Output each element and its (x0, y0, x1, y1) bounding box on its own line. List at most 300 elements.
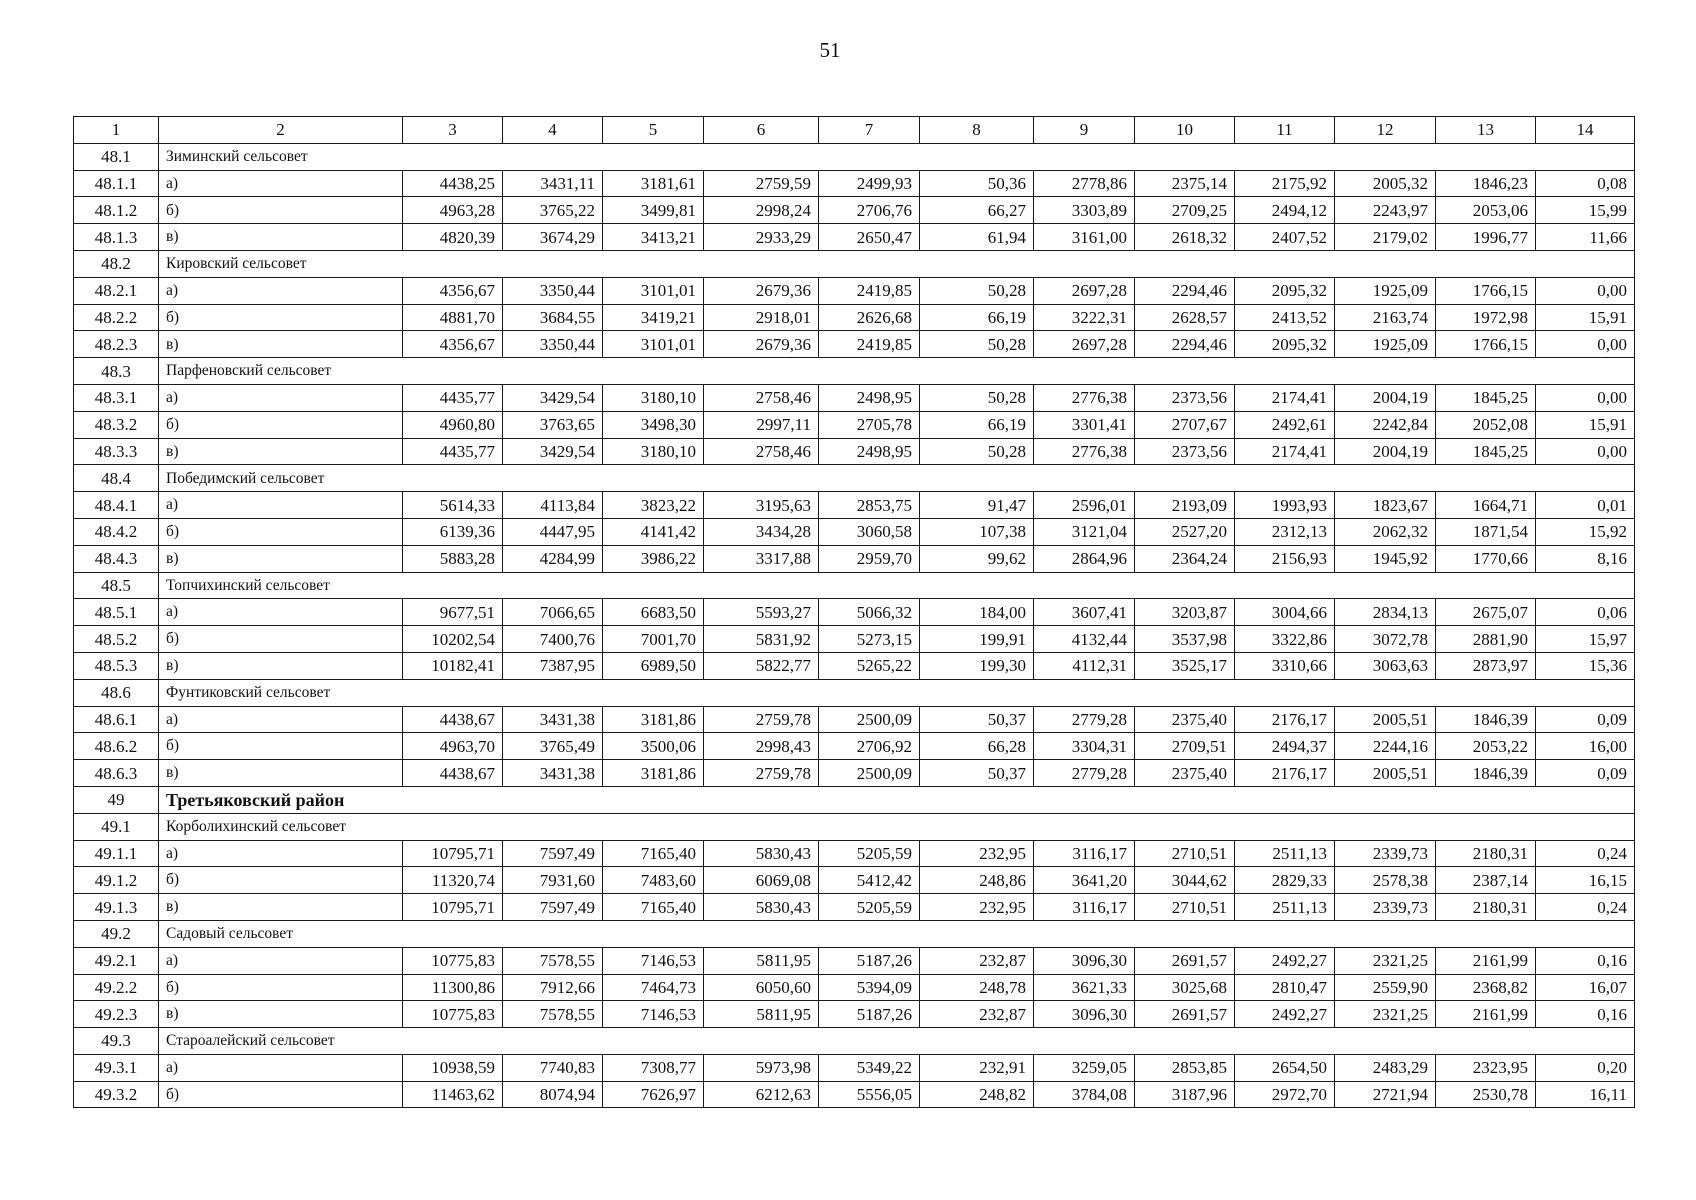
table-cell: 3350,44 (503, 277, 603, 304)
table-cell: 2511,13 (1235, 840, 1335, 867)
table-cell: 7483,60 (603, 867, 704, 894)
table-cell: 7146,53 (603, 1001, 704, 1028)
table-cell: 2853,75 (819, 492, 920, 519)
row-code: 48.4 (74, 465, 159, 492)
table-cell: 50,37 (920, 760, 1034, 787)
table-cell: 2375,14 (1135, 170, 1235, 197)
table-cell: 2242,84 (1335, 411, 1436, 438)
table-cell: 1871,54 (1436, 518, 1536, 545)
table-cell: 3763,65 (503, 411, 603, 438)
table-cell: 7626,97 (603, 1081, 704, 1108)
table-cell: 3350,44 (503, 331, 603, 358)
table-cell: 8,16 (1536, 545, 1635, 572)
table-cell: 2707,67 (1135, 411, 1235, 438)
table-cell: 2062,32 (1335, 518, 1436, 545)
table-cell: 3674,29 (503, 224, 603, 251)
table-cell: 3621,33 (1034, 974, 1135, 1001)
table-cell: 2972,70 (1235, 1081, 1335, 1108)
table-cell: 2321,25 (1335, 1001, 1436, 1028)
table-cell: 1925,09 (1335, 331, 1436, 358)
table-cell: 2706,92 (819, 733, 920, 760)
table-cell: 50,28 (920, 277, 1034, 304)
table-cell: 2697,28 (1034, 277, 1135, 304)
table-cell: 15,97 (1536, 626, 1635, 653)
table-cell: 2419,85 (819, 331, 920, 358)
table-cell: 16,15 (1536, 867, 1635, 894)
table-cell: 3500,06 (603, 733, 704, 760)
table-cell: 66,19 (920, 411, 1034, 438)
table-cell: 0,24 (1536, 894, 1635, 921)
table-cell: 15,91 (1536, 304, 1635, 331)
table-cell: 5811,95 (704, 947, 819, 974)
table-cell: 2176,17 (1235, 760, 1335, 787)
row-code: 48.6.3 (74, 760, 159, 787)
table-cell: 7400,76 (503, 626, 603, 653)
table-cell: 184,00 (920, 599, 1034, 626)
table-cell: 2095,32 (1235, 277, 1335, 304)
table-cell: 2174,41 (1235, 438, 1335, 465)
table-cell: 0,01 (1536, 492, 1635, 519)
table-cell: 4435,77 (403, 438, 503, 465)
table-cell: 3525,17 (1135, 652, 1235, 679)
table-cell: 16,00 (1536, 733, 1635, 760)
table-cell: 2721,94 (1335, 1081, 1436, 1108)
table-cell: 0,00 (1536, 438, 1635, 465)
table-cell: 3096,30 (1034, 1001, 1135, 1028)
row-code: 48.6.2 (74, 733, 159, 760)
table-cell: 2853,85 (1135, 1054, 1235, 1081)
row-code: 48.3.1 (74, 384, 159, 411)
table-cell: 5593,27 (704, 599, 819, 626)
column-header: 11 (1235, 117, 1335, 144)
table-cell: 2244,16 (1335, 733, 1436, 760)
table-cell: 2413,52 (1235, 304, 1335, 331)
table-cell: 0,16 (1536, 1001, 1635, 1028)
table-cell: 3310,66 (1235, 652, 1335, 679)
table-cell: 2679,36 (704, 331, 819, 358)
table-cell: 11300,86 (403, 974, 503, 1001)
table-cell: 4820,39 (403, 224, 503, 251)
table-cell: 2759,78 (704, 706, 819, 733)
table-cell: 5066,32 (819, 599, 920, 626)
table-cell: 2321,25 (1335, 947, 1436, 974)
table-cell: 232,95 (920, 894, 1034, 921)
row-label: в) (159, 652, 403, 679)
section-row (74, 465, 1635, 492)
table-cell: 1770,66 (1436, 545, 1536, 572)
table-row (74, 438, 1635, 465)
row-code: 48.5.2 (74, 626, 159, 653)
table-cell: 3222,31 (1034, 304, 1135, 331)
table-cell: 3161,00 (1034, 224, 1135, 251)
table-cell: 0,00 (1536, 384, 1635, 411)
table-cell: 3765,49 (503, 733, 603, 760)
table-cell: 4881,70 (403, 304, 503, 331)
table-cell: 3641,20 (1034, 867, 1135, 894)
table-cell: 2005,51 (1335, 706, 1436, 733)
table-cell: 2776,38 (1034, 384, 1135, 411)
table-cell: 2709,51 (1135, 733, 1235, 760)
table-cell: 2810,47 (1235, 974, 1335, 1001)
table-cell: 10182,41 (403, 652, 503, 679)
table-row (74, 947, 1635, 974)
row-label: а) (159, 492, 403, 519)
table-cell: 66,28 (920, 733, 1034, 760)
table-cell: 248,78 (920, 974, 1034, 1001)
table-cell: 2052,08 (1436, 411, 1536, 438)
row-code: 49.3.1 (74, 1054, 159, 1081)
table-row (74, 652, 1635, 679)
table-cell: 66,19 (920, 304, 1034, 331)
table-cell: 1846,23 (1436, 170, 1536, 197)
table-cell: 2626,68 (819, 304, 920, 331)
table-cell: 15,36 (1536, 652, 1635, 679)
table-cell: 2161,99 (1436, 1001, 1536, 1028)
section-name: Победимский сельсовет (159, 465, 1635, 492)
table-cell: 2494,37 (1235, 733, 1335, 760)
table-cell: 4356,67 (403, 277, 503, 304)
table-cell: 2578,38 (1335, 867, 1436, 894)
column-header: 10 (1135, 117, 1235, 144)
table-cell: 5187,26 (819, 947, 920, 974)
table-cell: 1845,25 (1436, 438, 1536, 465)
row-code: 49.1 (74, 813, 159, 840)
table-cell: 15,91 (1536, 411, 1635, 438)
table-cell: 7165,40 (603, 840, 704, 867)
table-cell: 5412,42 (819, 867, 920, 894)
table-cell: 3044,62 (1135, 867, 1235, 894)
row-code: 48.6 (74, 679, 159, 706)
row-code: 49.1.2 (74, 867, 159, 894)
row-code: 48.6.1 (74, 706, 159, 733)
table-cell: 2053,06 (1436, 197, 1536, 224)
table-cell: 4960,80 (403, 411, 503, 438)
table-cell: 7146,53 (603, 947, 704, 974)
table-cell: 5187,26 (819, 1001, 920, 1028)
table-cell: 2628,57 (1135, 304, 1235, 331)
table-cell: 2407,52 (1235, 224, 1335, 251)
table-cell: 3322,86 (1235, 626, 1335, 653)
table-cell: 3187,96 (1135, 1081, 1235, 1108)
table-cell: 3434,28 (704, 518, 819, 545)
table-cell: 3116,17 (1034, 840, 1135, 867)
table-cell: 2959,70 (819, 545, 920, 572)
row-label: в) (159, 1001, 403, 1028)
table-cell: 2530,78 (1436, 1081, 1536, 1108)
table-cell: 2312,13 (1235, 518, 1335, 545)
table-cell: 1996,77 (1436, 224, 1536, 251)
table-cell: 4284,99 (503, 545, 603, 572)
table-cell: 7597,49 (503, 894, 603, 921)
district-name: Третьяковский район (159, 786, 1635, 813)
table-cell: 3304,31 (1034, 733, 1135, 760)
table-cell: 3025,68 (1135, 974, 1235, 1001)
table-cell: 199,30 (920, 652, 1034, 679)
table-cell: 3765,22 (503, 197, 603, 224)
row-label: в) (159, 331, 403, 358)
table-cell: 5822,77 (704, 652, 819, 679)
table-cell: 2156,93 (1235, 545, 1335, 572)
table-cell: 2758,46 (704, 384, 819, 411)
table-row (74, 733, 1635, 760)
column-header: 6 (704, 117, 819, 144)
table-cell: 11320,74 (403, 867, 503, 894)
table-cell: 5614,33 (403, 492, 503, 519)
table-cell: 10775,83 (403, 1001, 503, 1028)
table-cell: 2180,31 (1436, 840, 1536, 867)
table-cell: 4435,77 (403, 384, 503, 411)
column-header: 2 (159, 117, 403, 144)
table-cell: 107,38 (920, 518, 1034, 545)
table-cell: 2829,33 (1235, 867, 1335, 894)
row-code: 48.4.2 (74, 518, 159, 545)
row-code: 49 (74, 786, 159, 813)
table-cell: 1766,15 (1436, 331, 1536, 358)
row-code: 48.2.3 (74, 331, 159, 358)
row-label: а) (159, 1054, 403, 1081)
table-cell: 0,08 (1536, 170, 1635, 197)
table-cell: 1664,71 (1436, 492, 1536, 519)
table-cell: 2500,09 (819, 706, 920, 733)
table-cell: 2294,46 (1135, 277, 1235, 304)
row-code: 48.3.2 (74, 411, 159, 438)
table-cell: 1993,93 (1235, 492, 1335, 519)
row-label: в) (159, 894, 403, 921)
table-cell: 248,86 (920, 867, 1034, 894)
table-row (74, 492, 1635, 519)
table-cell: 2193,09 (1135, 492, 1235, 519)
table-row (74, 545, 1635, 572)
table-cell: 2498,95 (819, 384, 920, 411)
table-cell: 3986,22 (603, 545, 704, 572)
table-row (74, 331, 1635, 358)
table-cell: 5811,95 (704, 1001, 819, 1028)
table-cell: 2243,97 (1335, 197, 1436, 224)
table-cell: 50,28 (920, 438, 1034, 465)
table-cell: 7464,73 (603, 974, 704, 1001)
section-name: Топчихинский сельсовет (159, 572, 1635, 599)
table-cell: 2834,13 (1335, 599, 1436, 626)
row-label: а) (159, 384, 403, 411)
table-cell: 2650,47 (819, 224, 920, 251)
table-cell: 3063,63 (1335, 652, 1436, 679)
table-cell: 3499,81 (603, 197, 704, 224)
table-cell: 2559,90 (1335, 974, 1436, 1001)
table-cell: 2005,32 (1335, 170, 1436, 197)
table-cell: 3823,22 (603, 492, 704, 519)
table-row (74, 867, 1635, 894)
table-cell: 7165,40 (603, 894, 704, 921)
section-name: Садовый сельсовет (159, 920, 1635, 947)
table-cell: 3180,10 (603, 438, 704, 465)
row-label: б) (159, 867, 403, 894)
table-header-row (74, 117, 1635, 144)
table-row (74, 840, 1635, 867)
table-cell: 2618,32 (1135, 224, 1235, 251)
table-cell: 2161,99 (1436, 947, 1536, 974)
table-cell: 2004,19 (1335, 438, 1436, 465)
column-header: 5 (603, 117, 704, 144)
table-cell: 2596,01 (1034, 492, 1135, 519)
table-cell: 61,94 (920, 224, 1034, 251)
table-cell: 232,87 (920, 1001, 1034, 1028)
table-cell: 2419,85 (819, 277, 920, 304)
page-number: 51 (819, 38, 841, 62)
table-cell: 0,24 (1536, 840, 1635, 867)
table-row (74, 197, 1635, 224)
table-cell: 50,28 (920, 331, 1034, 358)
table-row (74, 1001, 1635, 1028)
table-cell: 2498,95 (819, 438, 920, 465)
table-cell: 3429,54 (503, 438, 603, 465)
table-body (74, 117, 1635, 1108)
row-code: 48.1.2 (74, 197, 159, 224)
table-cell: 1846,39 (1436, 760, 1536, 787)
table-cell: 2294,46 (1135, 331, 1235, 358)
table-cell: 5830,43 (704, 840, 819, 867)
row-label: б) (159, 304, 403, 331)
table-cell: 2375,40 (1135, 706, 1235, 733)
table-cell: 7912,66 (503, 974, 603, 1001)
table-cell: 4438,25 (403, 170, 503, 197)
table-row (74, 894, 1635, 921)
table-cell: 232,91 (920, 1054, 1034, 1081)
table-cell: 11,66 (1536, 224, 1635, 251)
table-cell: 2373,56 (1135, 384, 1235, 411)
table-row (74, 1081, 1635, 1108)
table-row (74, 706, 1635, 733)
table-cell: 5265,22 (819, 652, 920, 679)
table-cell: 3303,89 (1034, 197, 1135, 224)
table-row (74, 224, 1635, 251)
table-cell: 8074,94 (503, 1081, 603, 1108)
table-cell: 4113,84 (503, 492, 603, 519)
row-label: б) (159, 1081, 403, 1108)
section-name: Корболихинский сельсовет (159, 813, 1635, 840)
table-cell: 5273,15 (819, 626, 920, 653)
table-cell: 2881,90 (1436, 626, 1536, 653)
table-cell: 15,92 (1536, 518, 1635, 545)
table-cell: 3431,11 (503, 170, 603, 197)
table-cell: 2706,76 (819, 197, 920, 224)
district-row (74, 786, 1635, 813)
table-cell: 50,37 (920, 706, 1034, 733)
row-code: 49.2.3 (74, 1001, 159, 1028)
section-row (74, 250, 1635, 277)
table-cell: 2005,51 (1335, 760, 1436, 787)
table-cell: 0,00 (1536, 277, 1635, 304)
row-code: 48.2 (74, 250, 159, 277)
table-cell: 2492,27 (1235, 947, 1335, 974)
table-cell: 2180,31 (1436, 894, 1536, 921)
table-cell: 2387,14 (1436, 867, 1536, 894)
table-cell: 7387,95 (503, 652, 603, 679)
data-table (73, 116, 1635, 1108)
row-code: 49.3 (74, 1028, 159, 1055)
table-cell: 2998,43 (704, 733, 819, 760)
table-cell: 99,62 (920, 545, 1034, 572)
table-cell: 3181,86 (603, 760, 704, 787)
table-cell: 199,91 (920, 626, 1034, 653)
table-cell: 5205,59 (819, 840, 920, 867)
table-cell: 2176,17 (1235, 706, 1335, 733)
table-cell: 4963,28 (403, 197, 503, 224)
table-cell: 4447,95 (503, 518, 603, 545)
table-cell: 4132,44 (1034, 626, 1135, 653)
row-code: 48.5.3 (74, 652, 159, 679)
row-code: 49.1.1 (74, 840, 159, 867)
table-cell: 6683,50 (603, 599, 704, 626)
row-label: в) (159, 224, 403, 251)
table-cell: 2179,02 (1335, 224, 1436, 251)
table-cell: 2500,09 (819, 760, 920, 787)
column-header: 4 (503, 117, 603, 144)
section-row (74, 1028, 1635, 1055)
row-label: а) (159, 599, 403, 626)
table-cell: 3195,63 (704, 492, 819, 519)
row-code: 49.2.2 (74, 974, 159, 1001)
table-cell: 6989,50 (603, 652, 704, 679)
table-cell: 2175,92 (1235, 170, 1335, 197)
row-label: а) (159, 947, 403, 974)
row-code: 49.2.1 (74, 947, 159, 974)
row-code: 48.1.1 (74, 170, 159, 197)
table-cell: 2527,20 (1135, 518, 1235, 545)
table-cell: 3121,04 (1034, 518, 1135, 545)
row-code: 48.5.1 (74, 599, 159, 626)
table-cell: 4356,67 (403, 331, 503, 358)
table-cell: 3101,01 (603, 277, 704, 304)
table-cell: 5883,28 (403, 545, 503, 572)
table-row (74, 760, 1635, 787)
table-cell: 0,06 (1536, 599, 1635, 626)
row-label: б) (159, 626, 403, 653)
table-cell: 2998,24 (704, 197, 819, 224)
table-row (74, 1054, 1635, 1081)
table-cell: 3784,08 (1034, 1081, 1135, 1108)
table-cell: 2697,28 (1034, 331, 1135, 358)
row-label: б) (159, 733, 403, 760)
section-row (74, 572, 1635, 599)
table-cell: 7597,49 (503, 840, 603, 867)
table-cell: 4438,67 (403, 760, 503, 787)
table-cell: 4141,42 (603, 518, 704, 545)
table-cell: 2710,51 (1135, 840, 1235, 867)
table-cell: 2778,86 (1034, 170, 1135, 197)
table-cell: 1766,15 (1436, 277, 1536, 304)
table-cell: 5973,98 (704, 1054, 819, 1081)
table-cell: 2339,73 (1335, 840, 1436, 867)
table-row (74, 304, 1635, 331)
table-cell: 3301,41 (1034, 411, 1135, 438)
table-cell: 2494,12 (1235, 197, 1335, 224)
table-cell: 2375,40 (1135, 760, 1235, 787)
section-row (74, 679, 1635, 706)
row-label: б) (159, 974, 403, 1001)
table-cell: 7308,77 (603, 1054, 704, 1081)
row-code: 48.3.3 (74, 438, 159, 465)
row-label: в) (159, 545, 403, 572)
row-code: 48.4.3 (74, 545, 159, 572)
table-cell: 6212,63 (704, 1081, 819, 1108)
table-cell: 7001,70 (603, 626, 704, 653)
table-cell: 3004,66 (1235, 599, 1335, 626)
table-cell: 4963,70 (403, 733, 503, 760)
table-cell: 10795,71 (403, 894, 503, 921)
table-cell: 2492,61 (1235, 411, 1335, 438)
table-row (74, 384, 1635, 411)
column-header: 14 (1536, 117, 1635, 144)
